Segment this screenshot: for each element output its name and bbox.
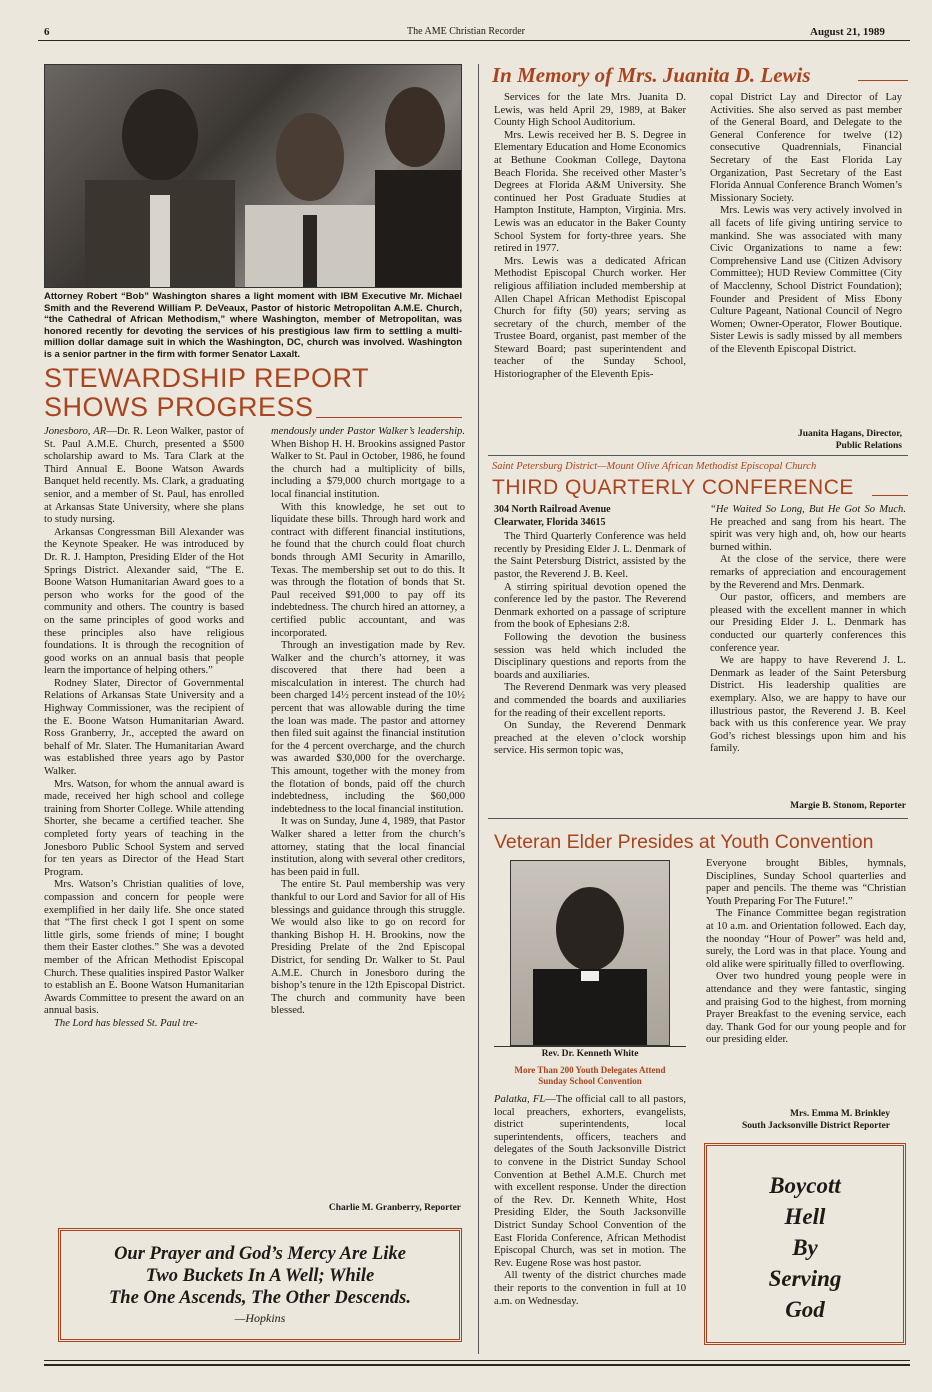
boycott-line3: By [792, 1235, 818, 1260]
youth-paragraph: Everyone brought Bibles, hymnals, Disciplines, Sunday School quarterlies and paper and pencils. The theme was “Christian Youth Preparing For The Future!.” [706, 858, 906, 907]
stewardship-paragraph: The Lord has blessed St. Paul tre- [54, 1017, 198, 1029]
youth-credit-line2: South Jacksonville District Reporter [741, 1121, 890, 1131]
youth-paragraph: All twenty of the district churches made their reports to the convention in full at 10 a.m. on Wednesday. [494, 1270, 686, 1307]
stewardship-dateline: Jonesboro, AR [44, 426, 107, 437]
memoriam-column-1 [494, 92, 686, 448]
conference-paragraph: He preached and sang from his heart. The spirit was very high and, oh, how our hearts burned within. [710, 516, 906, 553]
youth-subhead-line1: More Than 200 Youth Delegates Attend [514, 1065, 666, 1075]
youth-portrait-photo [510, 860, 670, 1046]
youth-photo-caption: Rev. Dr. Kenneth White [541, 1049, 639, 1059]
conference-paragraph: Following the devotion the business session was held which included the Disciplinary questions and reports from the boards and auxiliaries. [494, 631, 686, 681]
stewardship-paragraph: The entire St. Paul membership was very thankful to our Lord and Savior for all of His blessings and guidance through this struggle. We would also like to go on record for thanking Bishop H. H. Brookins, now the Presiding Prelate of the 2nd Episcopal District, for sending Dr. Walker to St. Paul A.M.E. Church in Jonesboro during the bishop’s tenure in the 12th Episcopal District. The church and community have been blessed. [271, 879, 465, 1017]
prayer-quote-line3: The One Ascends, The Other Descends. [109, 1288, 411, 1308]
memoriam-headline: In Memory of Mrs. Juanita D. Lewis [492, 63, 811, 87]
memoriam-column-2 [710, 92, 902, 430]
photo-rule [494, 1046, 686, 1047]
youth-headline: Veteran Elder Presides at Youth Convention [494, 831, 874, 853]
youth-credit [706, 1108, 890, 1132]
stewardship-column-2 [271, 426, 465, 1200]
stewardship-credit: Charlie M. Granberry, Reporter [328, 1203, 461, 1213]
conference-credit: Margie B. Stonom, Reporter [790, 801, 906, 811]
boycott-line1: Boycott [769, 1173, 841, 1198]
conference-headline-rule [872, 495, 908, 496]
stewardship-headline-line2: SHOWS PROGRESS [44, 392, 314, 422]
conference-column-1 [494, 504, 686, 814]
footer-rule-bottom [44, 1364, 910, 1366]
conference-headline: THIRD QUARTERLY CONFERENCE [492, 476, 854, 499]
conference-paragraph: At the close of the service, there were remarks of appreciation and encouragement by the Reverend and Mrs. Denmark. [710, 554, 906, 591]
issue-date: August 21, 1989 [810, 26, 885, 38]
conference-paragraph: The Third Quarterly Conference was held recently by Presiding Elder J. L. Denmark of the Saint Petersburg District, assisted by the pastor, the Reverend J. B. Keel. [494, 531, 686, 580]
conference-column-2 [710, 504, 906, 798]
youth-paragraph: The Finance Committee began registration at 10 a.m. and Orientation followed. Each day, the noonday “Hour of Power” was held and, surely, the Lord was in that place. Young and old alike were spiritually filled to overflowing. [706, 908, 906, 970]
main-photo-caption: Attorney Robert “Bob” Washington shares a light moment with IBM Executive Mr. Michael Smith and the Reverend William P. DeVeaux, Pastor of historic Metropolitan A.M.E. Church, “the Cathedral of African Methodism,” where Washington, member of Metropolitan, was honored recently for devoting the services of his prestigious law firm to settling a multi-million dollar damage suit in which the Washington, DC, church was involved. Washington is a senior partner in the firm with former Senator Laxalt. [44, 291, 462, 360]
boycott-line4: Serving [768, 1266, 842, 1291]
memoriam-credit [710, 428, 902, 452]
conference-paragraph: On Sunday, the Reverend Denmark preached at the eleven o’clock worship service. His sermon topic was, [494, 720, 686, 757]
stewardship-paragraph: mendously under Pastor Walker’s leadership. [271, 426, 465, 437]
publication-name: The AME Christian Recorder [406, 26, 526, 37]
boycott-line5: God [785, 1297, 825, 1322]
column-divider [478, 64, 479, 1354]
stewardship-paragraph: When Bishop H. H. Brookins assigned Pastor Walker to St. Paul in October, 1986, he found the church had a multiplicity of bills, including a $79,000 church mortgage to a local financial institution. [271, 438, 465, 500]
stewardship-column-1 [44, 426, 244, 1218]
conference-kicker: Saint Petersburg District—Mount Olive African Methodist Episcopal Church [492, 461, 817, 472]
memoriam-paragraph: Services for the late Mrs. Juanita D. Lewis, was held April 29, 1989, at Baker County High School Auditorium. [494, 92, 686, 129]
stewardship-paragraph: Through an investigation made by Rev. Walker and the church’s attorney, it was discovered that there had been a miscalculation in interest. The church had been charged 14½ percent instead of the 10½ percent that was allowable during the time the loan was made. The pastor and attorney then filed suit against the financial institution for the 4 percent overcharge, and the church was awarded $30,000 for the overcharge. This amount, together with the money from the flotation of bonds, paid off the church indebtedness, including the $60,000 indebtedness to the local financial institution. [271, 640, 465, 815]
prayer-quote-line2: Two Buckets In A Well; While [145, 1266, 375, 1286]
conference-address-line2: Clearwater, Florida 34615 [494, 516, 606, 528]
youth-dateline: Palatka, FL [494, 1094, 546, 1105]
stewardship-paragraph: —Dr. R. Leon Walker, pastor of St. Paul A.M.E. Church, presented a $500 scholarship award to Ms. Tara Clark at the Third Annual E. Boone Watson Awards Banquet held recently. Ms. Clark, a graduating senior, and a member of St. Paul, has enrolled at Arkansas State University, where she plans to study nursing. [44, 426, 244, 526]
conference-paragraph: We are happy to have Reverend J. L. Denmark as leader of the Saint Petersburg District. His leadership qualities are exemplary. Also, we are happy to have our illustrious pastor, the Reverend J. B. Keel back with us this conference year. We pray God’s richest blessings upon him and his family. [710, 655, 906, 755]
stewardship-paragraph: It was on Sunday, June 4, 1989, that Pastor Walker shared a letter from the church’s attorney, stating that the local financial institution, along with several other creditors, has been paid in full. [271, 816, 465, 878]
boycott-box [704, 1143, 906, 1345]
stewardship-paragraph: Rodney Slater, Director of Governmental Relations of Arkansas State University and a Highway Commissioner, was the recipient of the E. Boone Watson Humanitarian Award. Ross Granberry, Jr., accepted the award on behalf of Mr. Slater. The Humanitarian Award was established three years ago by Pastor Walker. [44, 677, 244, 778]
prayer-quote-box [58, 1228, 462, 1342]
prayer-quote-attribution: —Hopkins [234, 1311, 286, 1325]
conference-paragraph: The Reverend Denmark was very pleased and commended the boards and auxiliaries for the reading of their excellent reports. [494, 682, 686, 719]
stewardship-paragraph: Mrs. Watson, for whom the annual award is made, received her high school and college training from Shorter College. While attending Shorter, she became a certified teacher. She completed forty years of teaching in the Jonesboro Public School System and served for ten years as Director of the Head Start Program. [44, 778, 244, 878]
conference-paragraph: A stirring spiritual devotion opened the conference led by the pastor. The Reverend Denmark exhorted on a passage of scripture from the book of Ephesians 2:8. [494, 581, 686, 631]
youth-paragraph: —The official call to all pastors, local preachers, exhorters, evangelists, district superintendents, local superintendents, officers, teachers and delegates of the South Jacksonville District to convene in the District Sunday School Convention at Bethel A.M.E. Church met with excellent response. Under the direction of the Rev. Dr. Kenneth White, Host Presiding Elder, the South Jacksonville District Sunday School Convention of the East Florida Conference, African Methodist Episcopal Church, was set in motion. The Rev. Eugene Rose was host pastor. [494, 1094, 686, 1269]
memoriam-headline-rule [858, 80, 908, 81]
youth-subhead [494, 1065, 686, 1087]
header-rule [38, 40, 910, 41]
boycott-line2: Hell [784, 1204, 826, 1229]
youth-paragraph: Over two hundred young people were in attendance and they were fantastic, singing and praising God to the highest, from morning Prayer Breakfast to the evening service, each day. Thank God for our young people and for our presiding elder. [706, 971, 906, 1046]
youth-column-2 [706, 858, 906, 1110]
section-rule [488, 455, 908, 456]
stewardship-paragraph: Arkansas Congressman Bill Alexander was the Keynote Speaker. He was introduced by Dr. R. J. Hampton, Presiding Elder of the Hot Springs District. Alexander said, “The E. Boone Watson Humanitarian Award goes to a person who works for the good of the community and others. The country is based on the same principles of good works and these principles also have religious foundations. It is through the recognition of good works on an annual basis that people learn the importance of helping others.” [44, 526, 244, 677]
stewardship-paragraph: Mrs. Watson’s Christian qualities of love, compassion and concern for people were exemplified in her daily life. She once stated that “The first check I got I spent on some little girls, some friends of mine; I bought them their Easter clothes.” She was a devoted member of the African Methodist Episcopal Church. These qualities inspired Pastor Walker to establish an E. Boone Watson Humanitarian Awards Committee to present the award on an annual basis. [44, 879, 244, 1017]
conference-paragraph: Our pastor, officers, and members are pleased with the excellent manner in which our Presiding Elder J. L. Denmark has conducted our quarterly conferences this conference year. [710, 592, 906, 654]
youth-portrait-figure [511, 861, 669, 1045]
photo-figures [45, 65, 461, 287]
conference-address-line1: 304 North Railroad Avenue [494, 504, 611, 515]
memoriam-credit-line2: Public Relations [835, 441, 902, 451]
main-photo [44, 64, 462, 288]
stewardship-paragraph: With this knowledge, he set out to liquidate these bills. Through hard work and contract with different financial institutions, he found that the church could float church bonds through AMI Security in Amarillo, Texas. The membership set out to do this. It was through the flotation of bonds that St. Paul received $91,000 to pay off its indebtedness. The church hired an attorney, a certified public accountant, and was incorporated. [271, 501, 465, 639]
youth-subhead-line2: Sunday School Convention [538, 1076, 642, 1086]
memoriam-credit-line1: Juanita Hagans, Director, [798, 429, 902, 439]
stewardship-headline-line1: STEWARDSHIP REPORT [44, 363, 370, 393]
memoriam-paragraph: Mrs. Lewis was very actively involved in all facets of life giving untiring service to mankind. She was associated with many Civic Organizations to name a few: Comprehensive Land use (Citizen Advisory Committee); HUD Review Committee (City of Macclenny, School District Foundation); Founder and President of Miss Ebony Culture Pageant, National Council of Negro Women; Owner-Operator, Flower Boutique. Sister Lewis is sadly missed by all members of the Eleventh Episcopal District. [710, 205, 902, 355]
memoriam-paragraph: Mrs. Lewis was a dedicated African Methodist Episcopal Church worker. Her religious affiliation included membership at Allen Chapel African Methodist Episcopal Church for fifty (50) years; serving as secretary of the church, member of the Trustee Board, organist, past member of the Steward Board; past superintendent and teacher of the Sunday School, Historiographer of the Eleventh Epis- [494, 255, 686, 381]
section-rule [488, 818, 908, 819]
youth-column-1 [494, 1094, 686, 1354]
prayer-quote-line1: Our Prayer and God’s Mercy Are Like [114, 1244, 406, 1264]
stewardship-headline-rule [316, 417, 462, 418]
memoriam-paragraph: copal District Lay and Director of Lay Activities. She also served as past member of the General Board, and Delegate to the General Conference for twelve (12) consecutive Quadrennials, Financial Secretary of the East Florida Lay Organization, Past Secretary of the East Florida Annual Conference Branch Women’s Missionary Society. [710, 92, 902, 204]
conference-sermon-title: “He Waited So Long, But He Got So Much. [710, 504, 906, 515]
footer-rule-top [44, 1360, 910, 1361]
youth-credit-line1: Mrs. Emma M. Brinkley [789, 1109, 890, 1119]
memoriam-paragraph: Mrs. Lewis received her B. S. Degree in Elementary Education and Home Economics at Bethune Cookman College, Daytona Beach Florida. She received other Master’s Degrees at Florida A&M University. She continued her Post Graduate Studies at Hampton Institute, Hampton, Virginia. Mrs. Lewis was an educator in the Baker County School System for forty-three years. She retired in 1977. [494, 129, 686, 255]
page-number: 6 [44, 26, 50, 38]
